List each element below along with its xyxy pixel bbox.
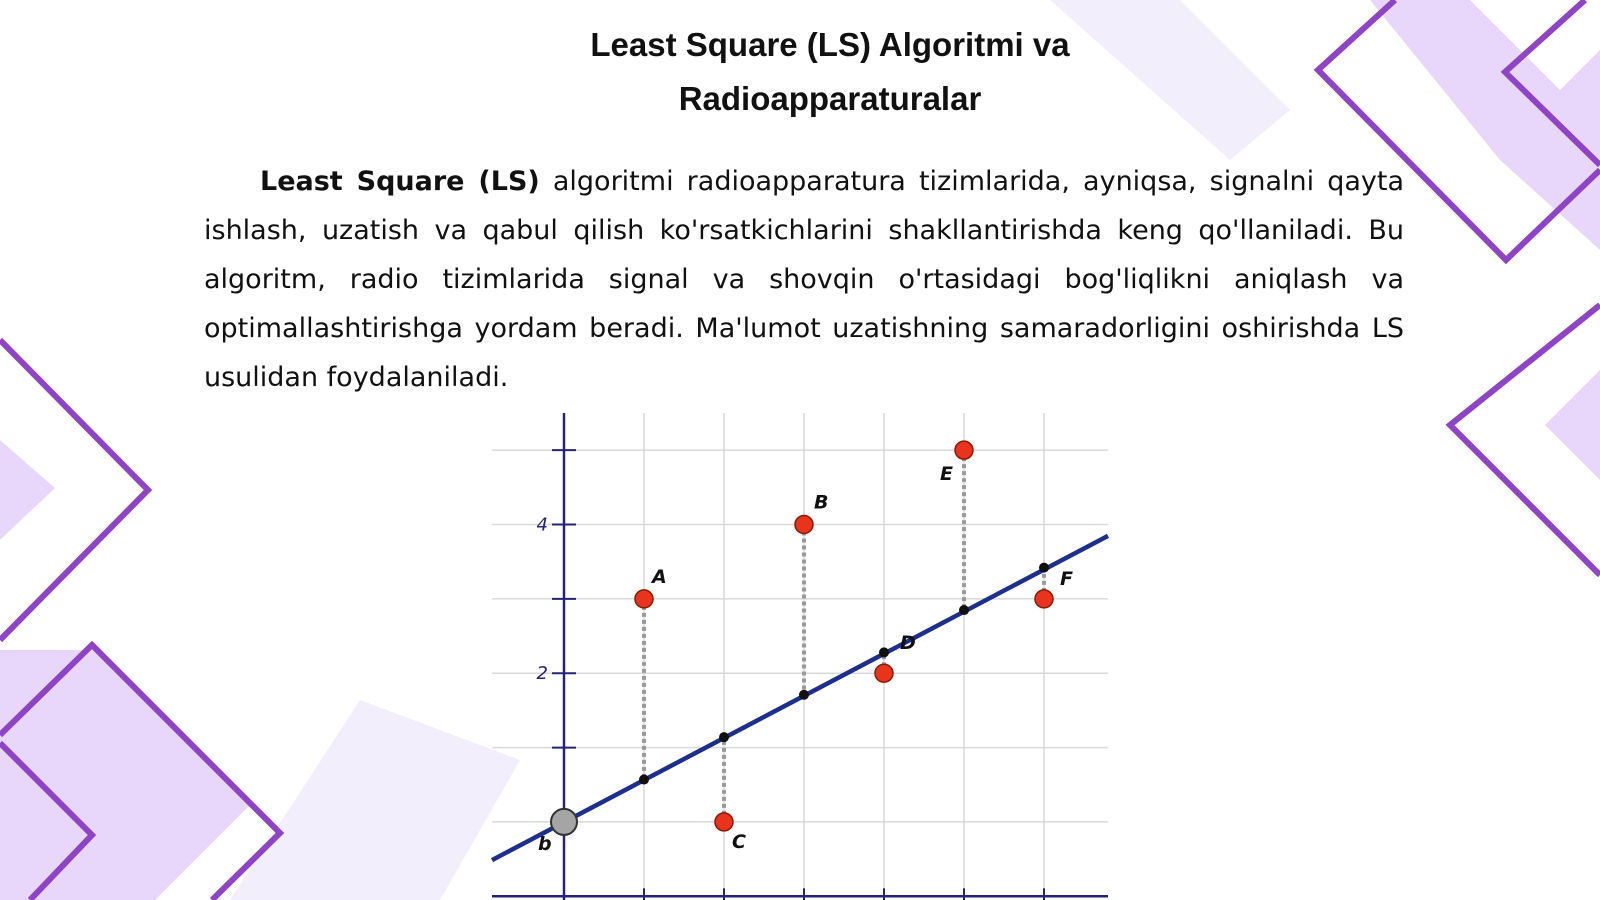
fit-projection-point [639, 775, 649, 785]
data-point-e [955, 441, 973, 459]
chart-axes [492, 413, 1108, 900]
fit-projection-point [799, 690, 809, 700]
point-label-b: B [814, 491, 829, 514]
data-point-f [1035, 590, 1053, 608]
fit-projection-point [1039, 563, 1049, 573]
point-label-f: F [1060, 567, 1073, 590]
data-point-a [635, 590, 653, 608]
data-point-c [715, 813, 733, 831]
fit-projection-point [959, 605, 969, 615]
paragraph-text: algoritmi radioapparatura tizimlarida, ayniqsa, signalni qayta ishlash, uzatish va qabul qilish ko'rsatkichlarini shakllantirishda keng qo'llaniladi. Bu algoritm, radio tizimlarida signal va shovqin o'rtasidagi bog'liqlikni aniqlash va optimallashtirishga yordam beradi. Ma'lumot uzatishning samaradorligini oshirishda LS usulidan foydalaniladi. [204, 166, 1405, 393]
point-label-d: D [900, 632, 916, 655]
paragraph-bold-term: Least Square (LS) [260, 166, 540, 197]
residuals-group [644, 450, 1044, 822]
fit-projection-point [879, 647, 889, 657]
chart-grid [492, 413, 1108, 900]
y-tick-label: 2 [536, 663, 548, 685]
y-tick-label: 4 [536, 514, 548, 536]
point-label-c: C [732, 830, 746, 853]
slide-title-line-1: Least Square (LS) Algoritmi va [590, 26, 1070, 63]
data-point-b [795, 516, 813, 534]
point-label-a: A [652, 565, 667, 588]
fit-projection-point [719, 732, 729, 742]
least-squares-fit-line [492, 536, 1108, 860]
point-label-e: E [940, 463, 953, 486]
points-group [635, 441, 1053, 831]
fit-line-group [492, 536, 1108, 860]
intercept-marker [551, 809, 577, 835]
slide-title-line-2: Radioapparaturalar [678, 80, 982, 117]
intercept-label: b [538, 832, 552, 855]
data-point-d [875, 664, 893, 682]
